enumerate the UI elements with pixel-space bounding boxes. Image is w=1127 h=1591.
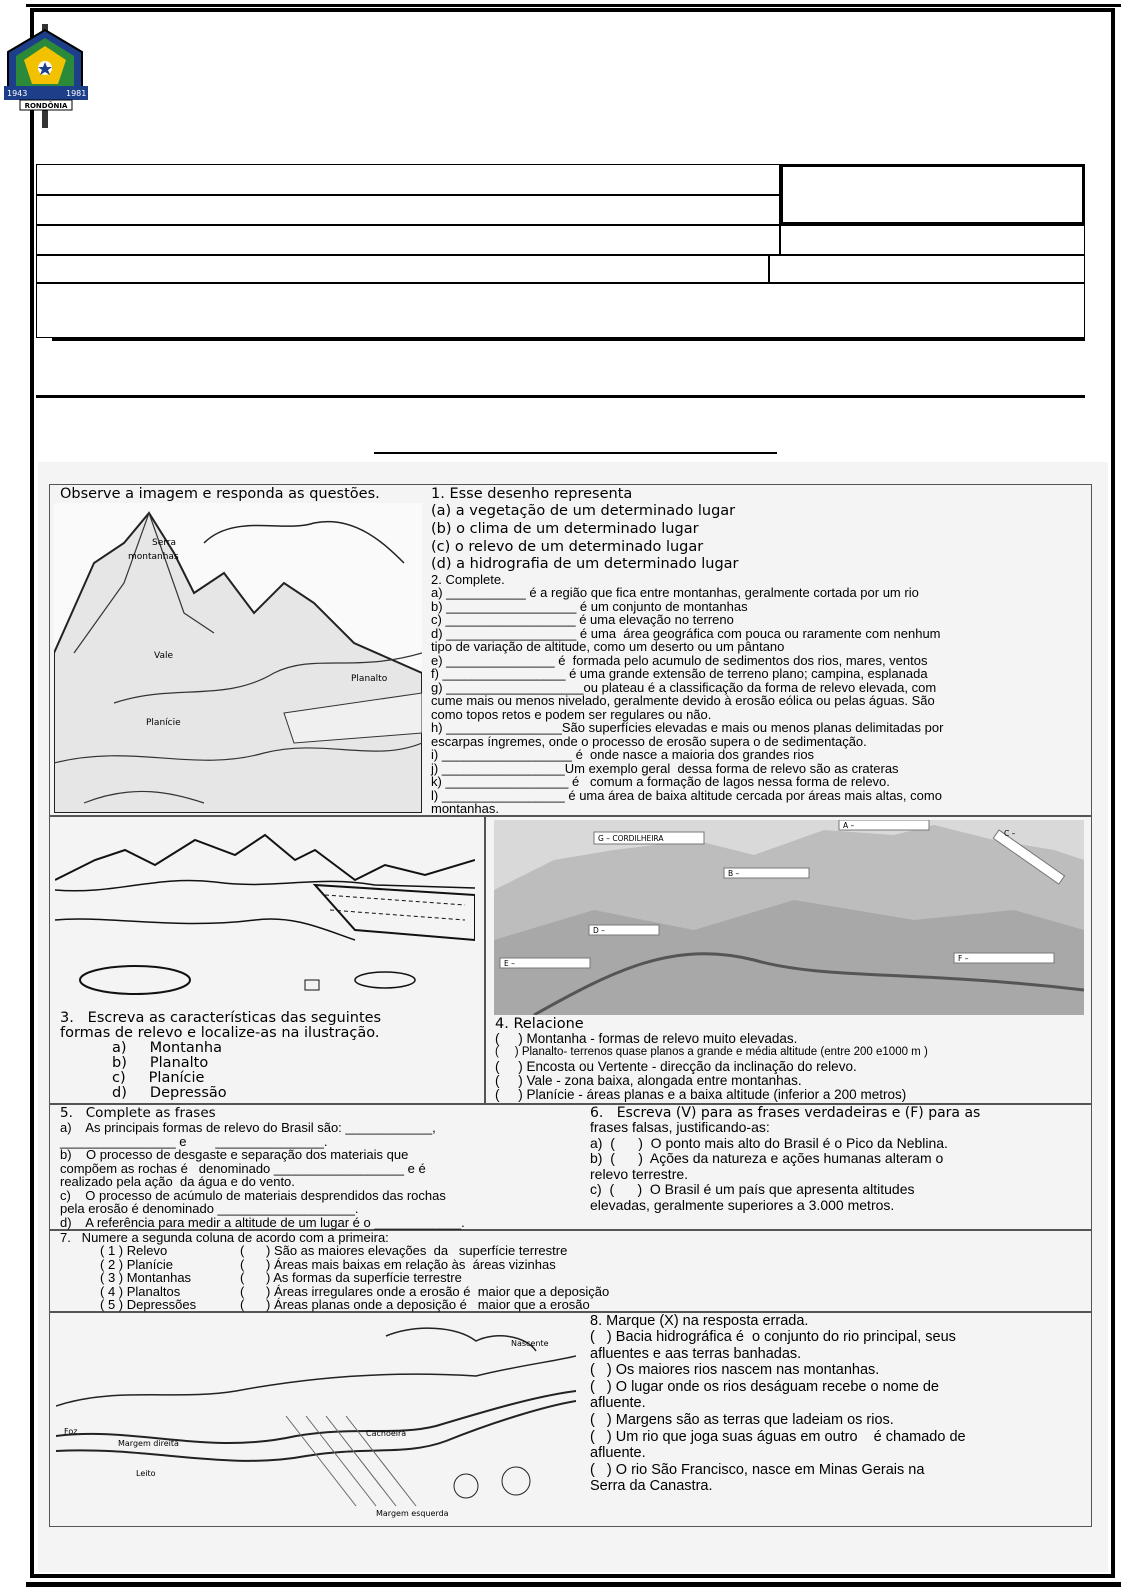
q4-line-5: ( ) Planície - áreas planas e a baixa altitude (inferior a 200 metros) xyxy=(495,1087,907,1102)
q3-title2: formas de relevo e localize-as na ilustração. xyxy=(60,1025,380,1041)
q7-right-item: ( ) As formas da superfície terrestre xyxy=(240,1270,462,1285)
q2-title: 2. Complete. xyxy=(431,572,505,587)
q6-line: c) ( ) O Brasil é um país que apresenta altitudes xyxy=(590,1181,915,1197)
label-cachoeira: Cachoeira xyxy=(366,1429,407,1438)
q5-line: c) O processo de acúmulo de materiais desprendidos das rochas xyxy=(60,1187,446,1203)
q5-title: 5. Complete as frases xyxy=(60,1105,216,1121)
label-montanhas: montanhas xyxy=(128,552,179,562)
q7-left-item: ( 3 ) Montanhas xyxy=(100,1270,192,1285)
q8-title: 8. Marque (X) na resposta errada. xyxy=(590,1313,809,1329)
q6-line: a) ( ) O ponto mais alto do Brasil é o Pico da Neblina. xyxy=(590,1134,948,1151)
q2-line: d) __________________ é uma área geográfica com pouca ou raramente com nenhum xyxy=(431,625,941,641)
q8-line: ( ) Margens são as terras que ladeiam os rios. xyxy=(590,1411,894,1428)
q8-line: ( ) O lugar onde os rios deságuam recebe o nome de xyxy=(590,1378,939,1395)
q4-title: 4. Relacione xyxy=(495,1016,584,1032)
q6-line: b) ( ) Ações da natureza e ações humanas alteram o xyxy=(590,1150,944,1166)
q5-line: a) As principais formas de relevo do Brasil são: ____________, xyxy=(60,1120,436,1135)
q7-left-item: ( 5 ) Depressões xyxy=(100,1297,197,1312)
label-foz: Foz xyxy=(64,1427,78,1436)
q7-right-item: ( ) Áreas mais baixas em relação às áreas vizinhas xyxy=(240,1256,556,1272)
q7-right-item: ( ) São as maiores elevações da superfície terrestre xyxy=(240,1243,568,1258)
q8-line: ( ) Os maiores rios nascem nas montanhas. xyxy=(590,1362,880,1379)
q2-line: k) _________________ é comum a formação de lagos nessa forma de relevo. xyxy=(431,774,890,789)
q8-line: afluente. xyxy=(590,1395,646,1412)
q8-line: ( ) Um rio que joga suas águas em outro é chamado de xyxy=(590,1428,966,1445)
q8-line: Serra da Canastra. xyxy=(590,1478,713,1495)
q2-line: escarpas íngremes, onde o processo de erosão supera o de sedimentação. xyxy=(431,733,867,749)
cordillera-illustration xyxy=(494,820,1084,1015)
q2-line: cume mais ou menos nivelado, geralmente devido à erosão eólica ou pelas águas. São xyxy=(431,693,935,708)
q8-line: ( ) Bacia hidrográfica é o conjunto do rio principal, seus xyxy=(590,1329,956,1345)
label-leito: Leito xyxy=(136,1469,156,1478)
header-field-4b[interactable] xyxy=(769,255,1085,283)
q2-line: i) __________________ é onde nasce a maioria dos grandes rios xyxy=(431,747,815,762)
header-underline xyxy=(52,338,1085,341)
svg-text:1981: 1981 xyxy=(66,89,87,98)
q8-lines xyxy=(590,1329,1085,1495)
label-vale: Vale xyxy=(154,651,174,661)
header-field-3[interactable] xyxy=(36,225,780,255)
q6-title: 6. Escreva (V) para as frases verdadeiras e (F) para as xyxy=(590,1105,981,1121)
q2-line: g) ___________________ou plateau é a classificação da forma de relevo elevada, com xyxy=(431,679,937,695)
q8-line: afluente. xyxy=(590,1445,646,1462)
q3-item-b: b) Planalto xyxy=(112,1055,209,1071)
label-planalto: Planalto xyxy=(351,674,388,684)
relief-illustration xyxy=(54,503,422,813)
q4-line-3: ( ) Encosta ou Vertente - direcção da inclinação do relevo. xyxy=(495,1059,857,1074)
q2-line: tipo de variação de altitude, como um deserto ou um pântano xyxy=(431,639,785,654)
page-top-rule xyxy=(26,4,1121,7)
q7-left-item: ( 2 ) Planície xyxy=(100,1256,173,1272)
q1-option-b: (b) o clima de um determinado lugar xyxy=(431,521,699,537)
intro-text: Observe a imagem e responda as questões. xyxy=(60,486,380,502)
q2-line: a) ___________ é a região que fica entre montanhas, geralmente cortada por um rio xyxy=(431,585,919,600)
q1-option-c: (c) o relevo de um determinado lugar xyxy=(431,539,704,555)
landforms-illustration xyxy=(55,820,475,1010)
q4-line-1: ( ) Montanha - formas de relevo muito elevadas. xyxy=(495,1031,798,1046)
crest-banner: RONDÔNIA xyxy=(24,102,68,110)
label-planicie: Planície xyxy=(146,718,181,728)
river-illustration xyxy=(56,1316,576,1521)
q3-item-c: c) Planície xyxy=(112,1070,205,1086)
q7-right-column xyxy=(240,1244,609,1312)
header-field-3b[interactable] xyxy=(780,225,1085,255)
label-serra: Serra xyxy=(152,538,177,548)
q3-item-a: a) Montanha xyxy=(112,1040,222,1056)
q8-line: afluentes e aas terras banhadas. xyxy=(590,1345,802,1362)
q3-title: 3. Escreva as características das seguintes xyxy=(60,1010,382,1026)
header-grade-box[interactable] xyxy=(780,164,1085,225)
header-field-1[interactable] xyxy=(36,164,780,195)
q5-line: compõem as rochas é denominado __________________ e é xyxy=(60,1160,426,1176)
q2-line: j) _________________Um exemplo geral dessa forma de relevo são as crateras xyxy=(431,760,899,776)
label-c: C – xyxy=(1004,829,1016,838)
q1-option-a: (a) a vegetação de um determinado lugar xyxy=(431,503,736,519)
label-g-cordilheira: G – CORDILHEIRA xyxy=(598,834,664,843)
label-nascente: Nascente xyxy=(511,1339,549,1348)
q7-left-item: ( 1 ) Relevo xyxy=(100,1243,168,1258)
label-e: E – xyxy=(504,959,515,968)
q3-item-d: d) Depressão xyxy=(112,1085,227,1101)
label-f: F – xyxy=(958,954,969,963)
label-margem-direita: Margem direita xyxy=(118,1439,179,1448)
q6-lines xyxy=(590,1120,1085,1213)
q2-line: como topos retos e podem ser regulares ou não. xyxy=(431,706,712,722)
q5-lines xyxy=(60,1121,580,1229)
label-a: A – xyxy=(843,821,855,830)
q8-line: ( ) O rio São Francisco, nasce em Minas Gerais na xyxy=(590,1461,925,1478)
header-field-2[interactable] xyxy=(36,195,780,225)
q7-left-item: ( 4 ) Planaltos xyxy=(100,1283,181,1299)
q2-line: l) _________________ é uma área de baixa altitude cercada por áreas mais altas, como xyxy=(431,787,942,803)
q6-line: frases falsas, justificando-as: xyxy=(590,1119,770,1135)
crest-years: 1943 xyxy=(7,89,28,98)
q2-line: f) _________________ é uma grande extensão de terreno plano; campina, esplanada xyxy=(431,666,928,681)
q4-line-2: ( ) Planalto- terrenos quase planos a grande e média altitude (entre 200 e1000 m ) xyxy=(495,1046,928,1058)
q4-line-4: ( ) Vale - zona baixa, alongada entre montanhas. xyxy=(495,1073,802,1088)
q7-title: 7. Numere a segunda coluna de acordo com a primeira: xyxy=(60,1230,389,1245)
label-d: D – xyxy=(593,926,605,935)
header-field-4[interactable] xyxy=(36,255,769,283)
section-rule xyxy=(36,395,1085,398)
q2-line: b) __________________ é um conjunto de montanhas xyxy=(431,598,748,614)
q5-line: realizado pela ação da água e do vento. xyxy=(60,1174,295,1189)
q2-line: e) _______________ é formada pelo acumulo de sedimentos dos rios, mares, ventos xyxy=(431,652,928,668)
label-margem-esquerda: Margem esquerda xyxy=(376,1509,449,1518)
q2-line: h) ________________São superfícies elevadas e mais ou menos planas delimitadas por xyxy=(431,720,944,735)
q5-line: pela erosão é denominado ___________________. xyxy=(60,1201,359,1216)
q1-title: 1. Esse desenho representa xyxy=(431,486,633,502)
label-b: B – xyxy=(728,869,740,878)
q5-line: b) O processo de desgaste e separação dos materiais que xyxy=(60,1147,409,1162)
q7-right-item: ( ) Áreas irregulares onde a erosão é maior que a deposição xyxy=(240,1283,610,1299)
q2-line: c) __________________ é uma elevação no terreno xyxy=(431,612,734,627)
q2-lines xyxy=(431,586,1081,816)
q5-line: ________________ e _______________. xyxy=(60,1133,328,1149)
q1-option-d: (d) a hidrografia de um determinado lugar xyxy=(431,556,739,572)
title-underline xyxy=(374,452,777,454)
page-bottom-rule xyxy=(26,1582,1121,1587)
state-crest-logo xyxy=(0,24,92,132)
q7-right-item: ( ) Áreas planas onde a deposição é maior que a erosão xyxy=(240,1297,590,1312)
q5-line: d) A referência para medir a altitude de um lugar é o ____________. xyxy=(60,1214,465,1230)
q6-line: elevadas, geralmente superiores a 3.000 metros. xyxy=(590,1196,895,1213)
header-field-5[interactable] xyxy=(36,283,1085,338)
q7-left-column xyxy=(100,1244,196,1312)
q6-line: relevo terrestre. xyxy=(590,1165,689,1182)
q2-line: montanhas. xyxy=(431,801,499,816)
